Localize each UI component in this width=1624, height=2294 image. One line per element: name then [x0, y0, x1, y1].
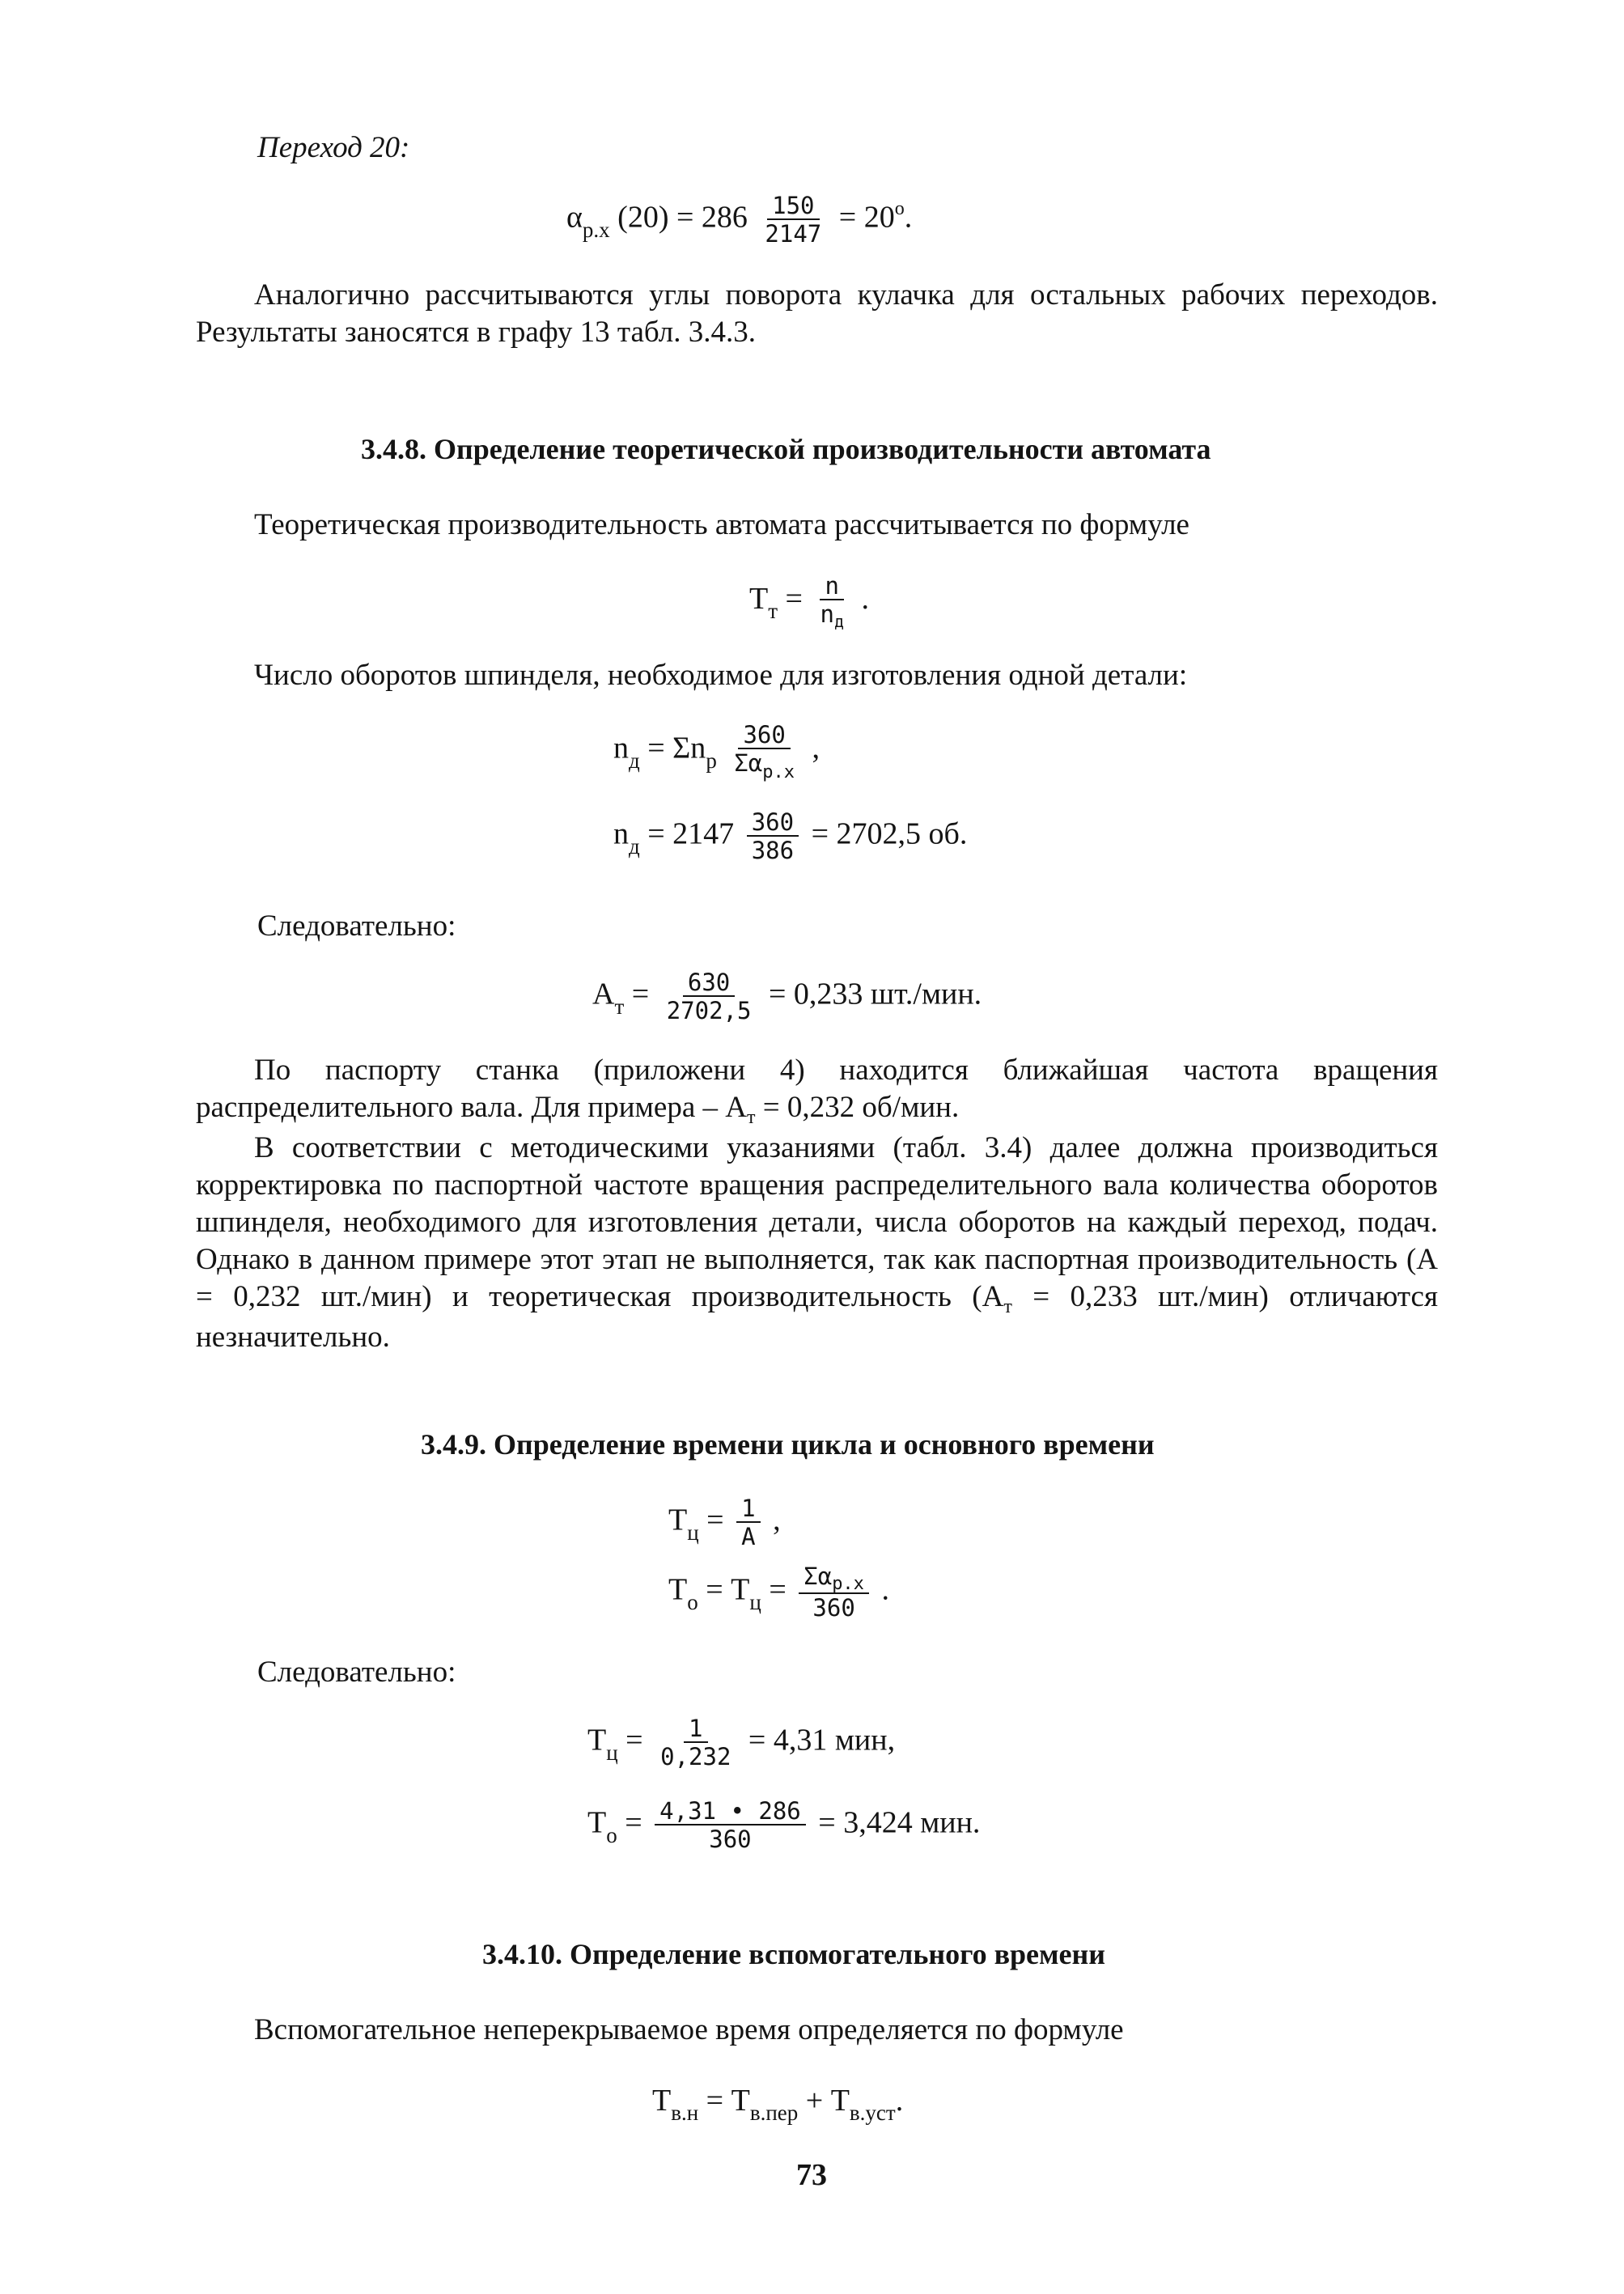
formula-tc	[668, 1495, 781, 1550]
formula-symbol: Т	[668, 1572, 688, 1607]
paragraph-text: В соответствии с методическими указаниями (табл. 3.4) далее должна производиться корректировка по паспортной частоте вращения распределительного вала количества оборотов шпинделя, необходимого для изготовления детали, числа оборотов на каждый переход, подач. Однако в данном примере этот этап не выполняется, так как паспортная производительность (А = 0,232 шт./мин) и теоретическая производительность (А	[196, 1131, 1438, 1313]
formula-end: .	[904, 200, 913, 235]
fraction	[747, 809, 799, 864]
fraction-denominator: 0,232	[660, 1743, 731, 1770]
formula-symbol: Т	[587, 1723, 607, 1758]
formula-symbol: n	[613, 816, 629, 851]
fraction	[655, 1715, 736, 1770]
formula-symbol: А	[592, 977, 615, 1011]
formula-tt	[749, 573, 869, 630]
denominator-subscript: р.х	[762, 762, 795, 782]
paragraph-2: Теоретическая производительность автомата рассчитывается по формуле	[254, 508, 1189, 541]
paragraph-text: = 0,232 об/мин.	[755, 1091, 960, 1124]
section-heading-3-4-10: 3.4.10. Определение вспомогательного времени	[482, 1938, 1105, 1970]
formula-subscript: о	[606, 1822, 617, 1847]
paragraph-1: Аналогично рассчитываются углы поворота кулачка для остальных рабочих переходов. Результаты заносятся в графу 13 табл. 3.4.3.	[196, 278, 1438, 349]
formula-subscript: в.пер	[749, 2101, 799, 2125]
formula-nd-value	[613, 809, 967, 864]
fraction	[760, 193, 826, 248]
formula-subscript: т	[768, 599, 778, 624]
formula-text: =	[631, 977, 650, 1011]
fraction-numerator: 1	[684, 1715, 707, 1743]
formula-text: =	[785, 582, 803, 617]
formula-text: =	[706, 1503, 724, 1537]
formula-symbol: Т	[749, 582, 769, 617]
formula-end: .	[861, 582, 869, 617]
formula-end: ,	[773, 1503, 781, 1537]
fraction-numerator: n	[820, 573, 843, 600]
fraction-denominator: 360	[812, 1594, 855, 1622]
fraction-denominator: 2147	[765, 220, 822, 248]
formula-text: =	[625, 1723, 643, 1758]
numerator-symbol: Σα	[804, 1563, 833, 1590]
formula-tvn	[652, 2083, 904, 2125]
formula-end: = 4,31 мин,	[748, 1723, 896, 1758]
formula-at	[592, 969, 982, 1024]
denominator-subscript: д	[833, 612, 844, 631]
formula-symbol: Т	[652, 2084, 672, 2118]
fraction-numerator: 360	[747, 809, 799, 837]
formula-symbol: Т	[587, 1805, 607, 1840]
formula-alpha	[566, 193, 912, 248]
formula-superscript: о	[894, 197, 905, 219]
fraction-numerator: 4,31 • 286	[655, 1798, 806, 1825]
fraction	[799, 1563, 869, 1622]
transition-label: Переход 20:	[257, 131, 410, 164]
fraction-numerator: 1	[736, 1495, 760, 1523]
formula-end: .	[881, 1572, 889, 1607]
formula-subscript: д	[629, 748, 640, 773]
page-number: 73	[796, 2158, 827, 2192]
formula-end: = 0,233 шт./мин.	[768, 977, 982, 1011]
fraction-numerator: 360	[738, 722, 790, 749]
paragraph-text: По паспорту станка (приложени 4) находится ближайшая частота вращения распределительного вала. Для примера – А	[196, 1054, 1438, 1124]
paragraph-4	[196, 1052, 1438, 1130]
formula-text: = Т	[706, 2084, 750, 2118]
section-heading-3-4-9: 3.4.9. Определение времени цикла и основного времени	[421, 1428, 1155, 1461]
paragraph-text: = 0,233 шт./мин) отличаются незначительно.	[196, 1280, 1438, 1354]
formula-text: =	[769, 1572, 787, 1607]
paragraph-subscript: т	[1003, 1296, 1012, 1317]
formula-text: = 20	[838, 200, 895, 235]
formula-text: = Т	[706, 1572, 750, 1607]
fraction-denominator: А	[741, 1523, 756, 1550]
denominator-symbol: Σα	[734, 749, 763, 777]
formula-to-value	[587, 1798, 980, 1853]
paragraph-subscript: т	[747, 1107, 756, 1128]
formula-subscript: ц	[687, 1520, 699, 1545]
consequently-label-1: Следовательно:	[257, 910, 456, 943]
formula-subscript: р.х	[582, 217, 610, 242]
formula-subscript: в.н	[671, 2101, 699, 2125]
formula-subscript: ц	[749, 1589, 761, 1614]
formula-end: ,	[812, 731, 820, 765]
formula-subscript: в.уст	[849, 2101, 896, 2125]
fraction	[662, 969, 757, 1024]
formula-subscript: ц	[606, 1740, 618, 1765]
formula-subscript: т	[614, 994, 625, 1019]
fraction-denominator: 360	[709, 1825, 752, 1853]
formula-subscript: р	[706, 748, 717, 773]
fraction-denominator	[815, 600, 849, 630]
formula-symbol: α	[566, 200, 583, 235]
fraction-numerator: 630	[683, 969, 735, 997]
section-heading-3-4-8: 3.4.8. Определение теоретической производительности автомата	[361, 433, 1211, 465]
paragraph-6: Вспомогательное неперекрываемое время определяется по формуле	[254, 2013, 1124, 2046]
numerator-subscript: р.х	[832, 1574, 864, 1594]
fraction-denominator: 386	[751, 837, 795, 864]
fraction-numerator: 150	[767, 193, 819, 220]
formula-end: = 3,424 мин.	[818, 1805, 981, 1840]
formula-subscript: о	[687, 1589, 698, 1614]
fraction	[815, 573, 849, 630]
formula-symbol: n	[613, 731, 629, 765]
paragraph-5	[196, 1130, 1438, 1356]
formula-text: + Т	[805, 2084, 850, 2118]
fraction-denominator: 2702,5	[666, 997, 752, 1024]
denominator-symbol: n	[820, 600, 834, 628]
formula-text: = Σn	[647, 731, 706, 765]
formula-subscript: д	[629, 833, 640, 859]
formula-text: (20) = 286	[617, 200, 748, 235]
fraction-numerator	[799, 1563, 869, 1594]
formula-nd-general	[613, 722, 820, 780]
formula-tc-value	[587, 1715, 895, 1770]
formula-end: .	[895, 2084, 904, 2118]
consequently-label-2: Следовательно:	[257, 1656, 456, 1689]
formula-symbol: Т	[668, 1503, 688, 1537]
fraction	[729, 722, 799, 780]
formula-end: = 2702,5 об.	[811, 816, 968, 851]
formula-text: =	[625, 1805, 642, 1840]
fraction	[655, 1798, 806, 1853]
formula-to	[668, 1563, 889, 1622]
fraction-denominator	[729, 749, 799, 780]
paragraph-3: Число оборотов шпинделя, необходимое для изготовления одной детали:	[254, 659, 1188, 692]
formula-text: = 2147	[647, 816, 735, 851]
fraction	[736, 1495, 760, 1550]
